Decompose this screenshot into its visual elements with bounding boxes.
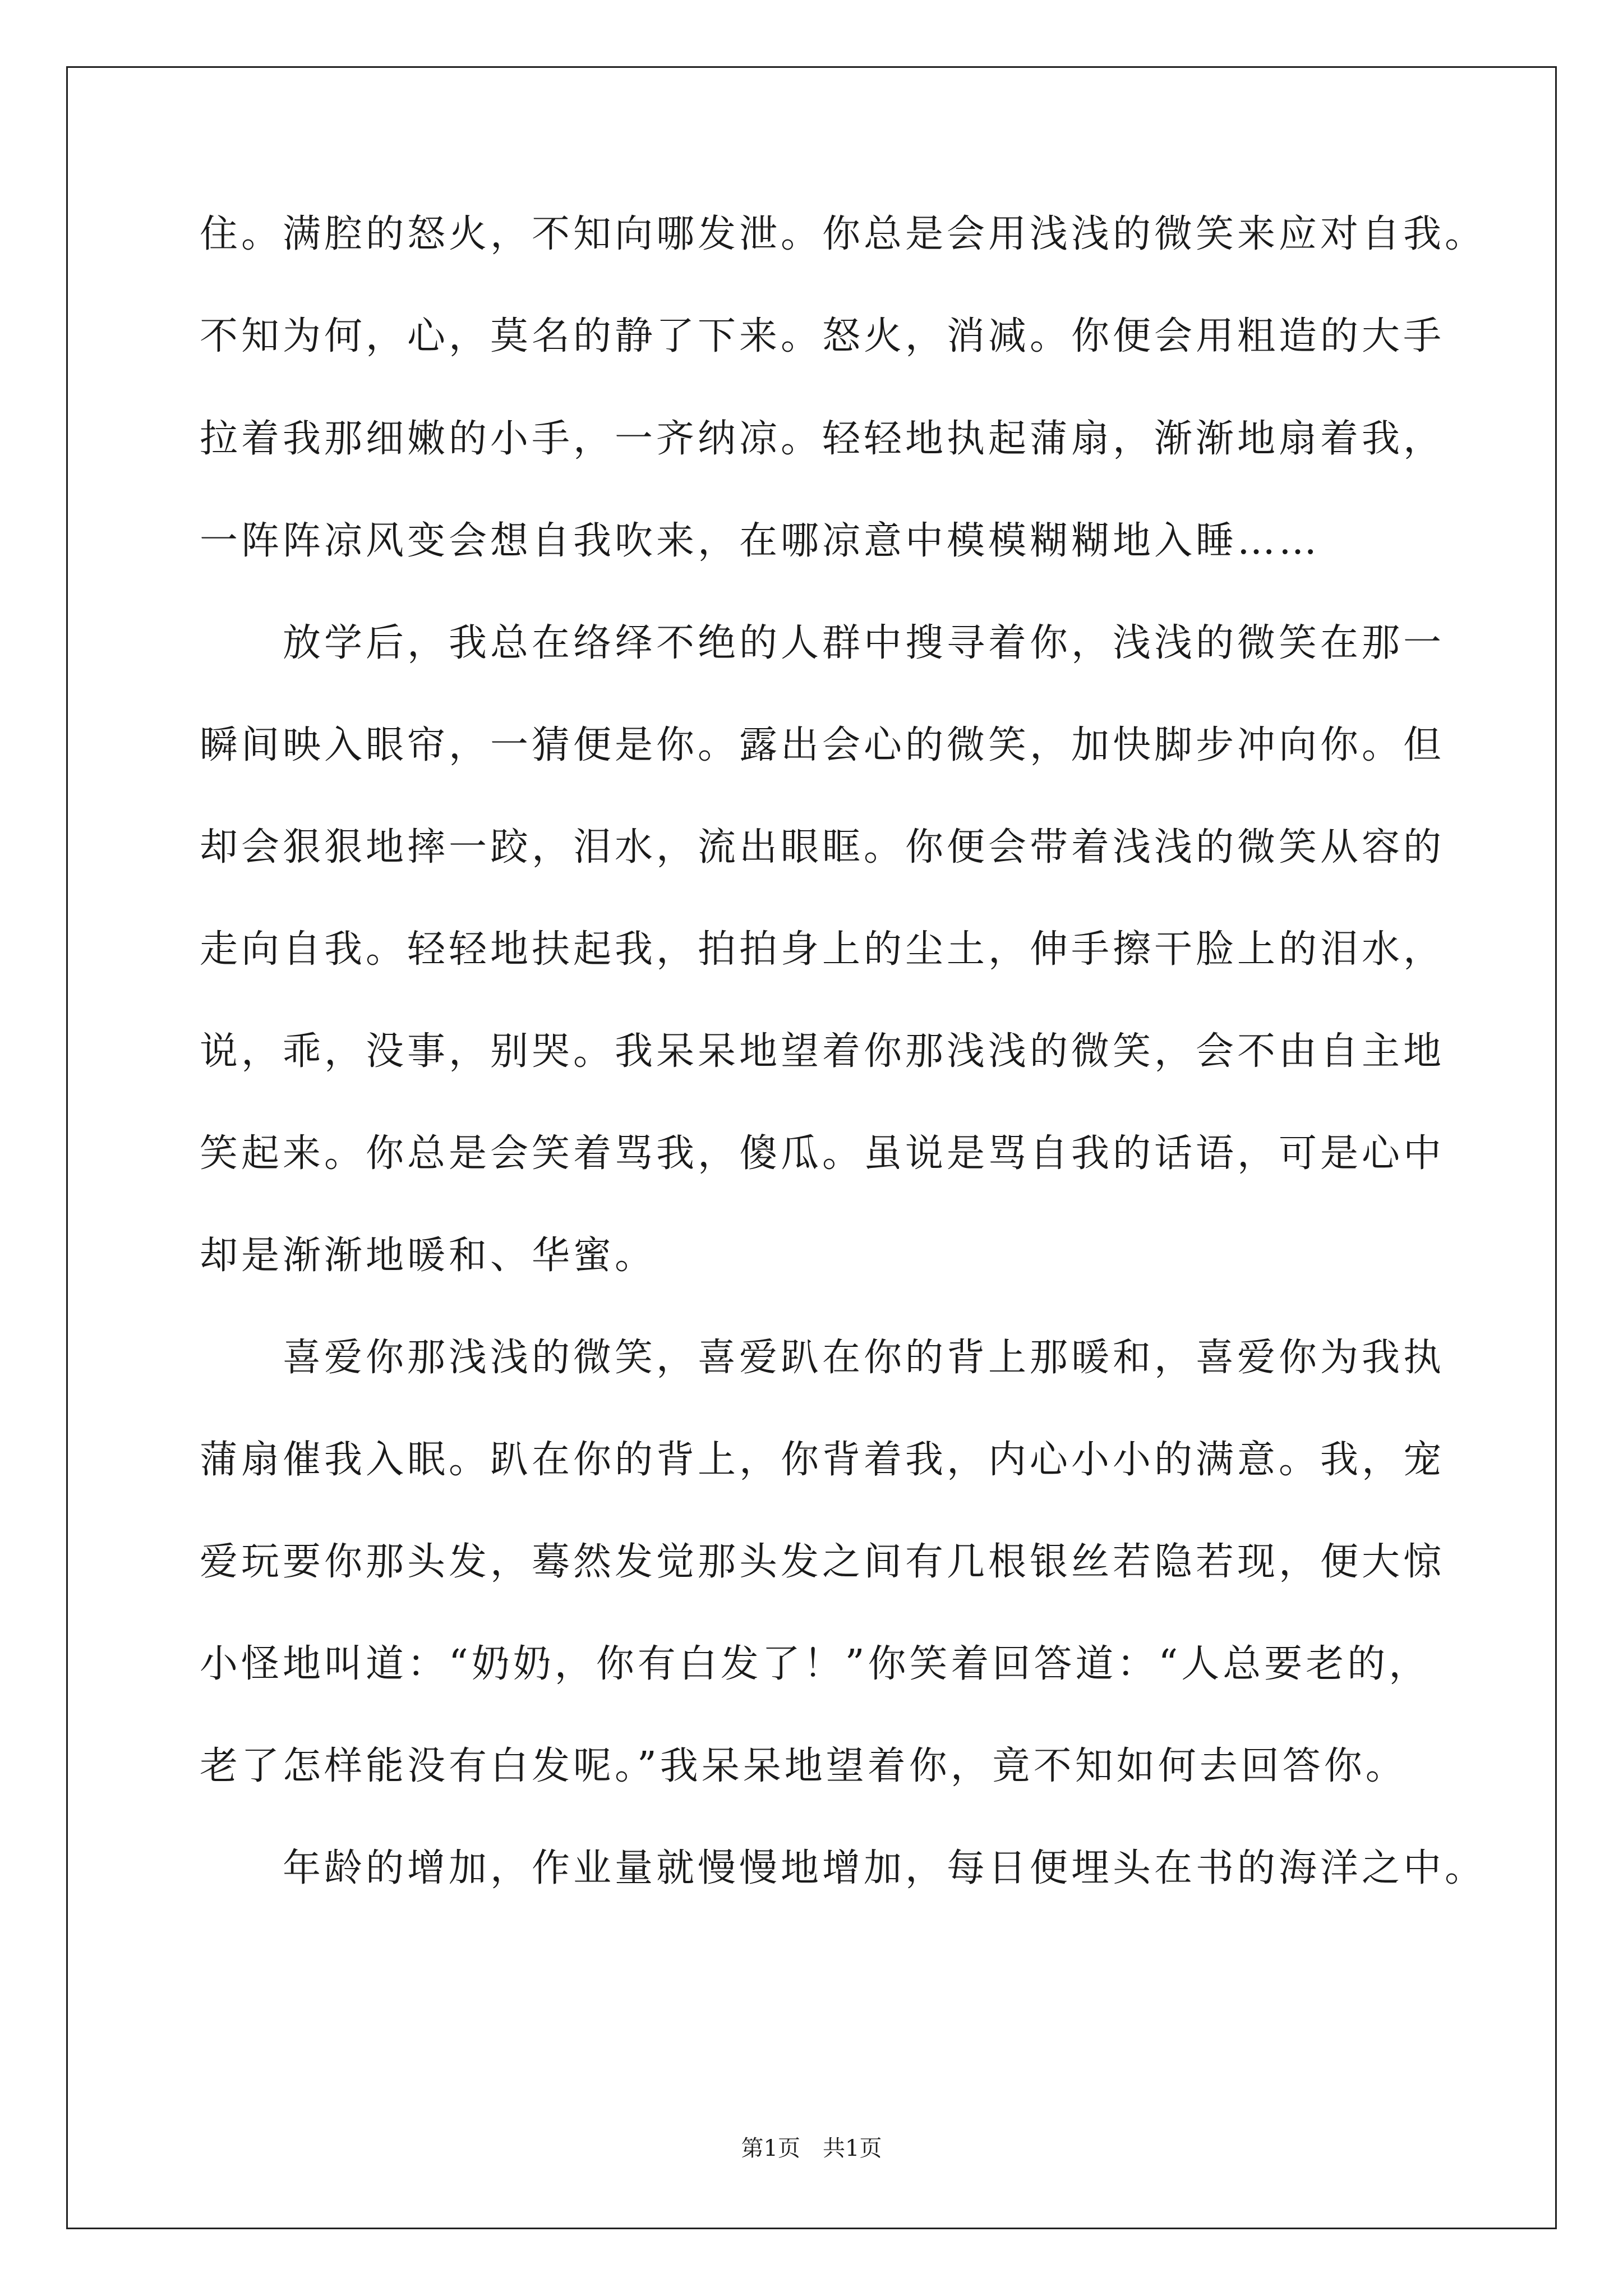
text-line: 爱玩要你那头发，蓦然发觉那头发之间有几根银丝若隐若现，便大惊 bbox=[200, 1540, 1445, 1584]
text-line: 拉着我那细嫩的小手，一齐纳凉。轻轻地执起蒲扇，渐渐地扇着我， bbox=[200, 417, 1445, 461]
text-line: 老了怎样能没有白发呢。”我呆呆地望着你，竟不知如何去回答你。 bbox=[200, 1744, 1407, 1788]
text-line: 说，乖，没事，别哭。我呆呆地望着你那浅浅的微笑，会不由自主地 bbox=[200, 1029, 1445, 1074]
page-footer: 第1页 共1页 bbox=[741, 2136, 882, 2161]
text-line: 年龄的增加，作业量就慢慢地增加，每日便埋头在书的海洋之中。 bbox=[200, 1846, 1487, 1890]
text-line: 蒲扇催我入眠。趴在你的背上，你背着我，内心小小的满意。我，宠 bbox=[200, 1438, 1445, 1482]
text-line: 喜爱你那浅浅的微笑，喜爱趴在你的背上那暖和，喜爱你为我执 bbox=[200, 1336, 1445, 1380]
text-line: 走向自我。轻轻地扶起我，拍拍身上的尘土，伸手擦干脸上的泪水， bbox=[200, 927, 1445, 972]
text-line: 小怪地叫道：“奶奶，你有白发了！”你笑着回答道：“人总要老的， bbox=[200, 1642, 1431, 1686]
text-line: 住。满腔的怒火，不知向哪发泄。你总是会用浅浅的微笑来应对自我。 bbox=[200, 212, 1487, 256]
text-line: 瞬间映入眼帘，一猜便是你。露出会心的微笑，加快脚步冲向你。但 bbox=[200, 723, 1445, 767]
text-line: 笑起来。你总是会笑着骂我，傻瓜。虽说是骂自我的话语，可是心中 bbox=[200, 1131, 1445, 1176]
text-line: 一阵阵凉风变会想自我吹来，在哪凉意中模模糊糊地入睡…… bbox=[200, 519, 1321, 563]
text-line: 放学后，我总在络绎不绝的人群中搜寻着你，浅浅的微笑在那一 bbox=[200, 621, 1445, 665]
text-line: 却会狠狠地摔一跤，泪水，流出眼眶。你便会带着浅浅的微笑从容的 bbox=[200, 825, 1445, 869]
text-line: 不知为何，心，莫名的静了下来。怒火，消减。你便会用粗造的大手 bbox=[200, 314, 1445, 358]
text-line: 却是渐渐地暖和、华蜜。 bbox=[200, 1234, 657, 1278]
